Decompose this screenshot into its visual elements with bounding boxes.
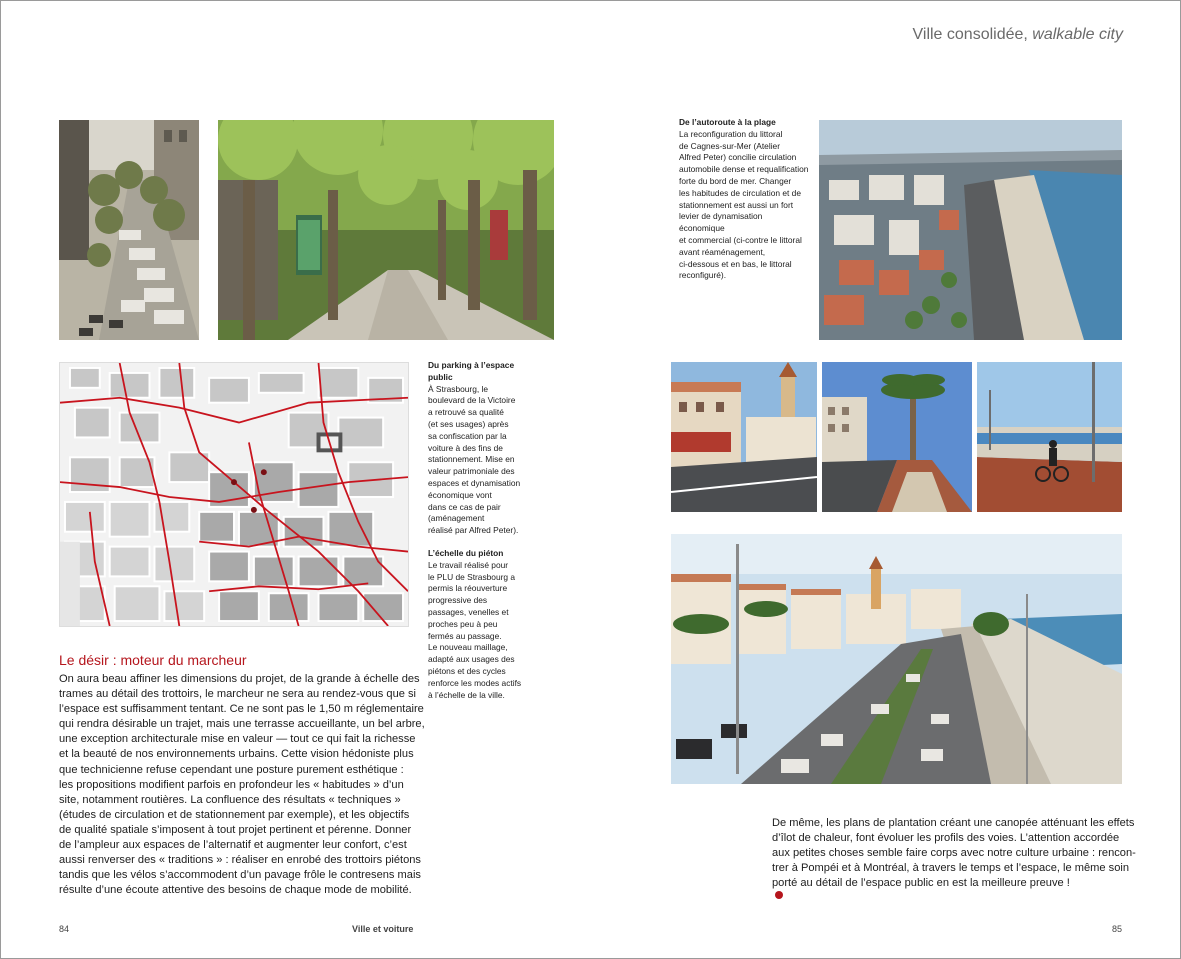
photo-promenade-cyclist — [977, 362, 1122, 512]
strasbourg-pedestrian-map — [59, 362, 409, 627]
caption-plage-line: ci-dessous et en bas, le littoral — [679, 258, 792, 269]
body-line: trames au détail des trottoirs, le marcheur ne sera au rendez-vous que si — [59, 688, 417, 701]
caption-pieton — [428, 548, 523, 701]
caption-parking-line: économique vont — [428, 489, 492, 500]
body-line: l’espace est suffisamment tentant. Ce ne sont pas le 1,50 m réglementaire — [59, 703, 424, 716]
running-title-italic: walkable city — [1032, 26, 1123, 43]
body-line: aux petites choses semble faire corps avec notre culture urbaine : rencon- — [772, 847, 1136, 860]
caption-parking-line: sa confiscation par la — [428, 430, 507, 441]
caption-pieton-title: L’échelle du piéton — [428, 548, 504, 558]
running-header — [913, 26, 1124, 44]
caption-pieton-line: fermés au passage. — [428, 630, 502, 641]
caption-parking-line: dans ce cas de pair — [428, 501, 501, 512]
caption-plage-line: stationnement est aussi un fort — [679, 199, 794, 210]
caption-pieton-line: progressive des — [428, 595, 488, 606]
caption-parking-line: espaces et dynamisation — [428, 477, 521, 488]
caption-pieton-line: Le travail réalisé pour — [428, 559, 509, 570]
photo-tree-lined-boulevard — [218, 120, 554, 340]
caption-parking-line: stationnement. Mise en — [428, 454, 515, 465]
caption-parking-title-2: public — [428, 371, 453, 382]
section-title: Le désir : moteur du marcheur — [59, 652, 247, 668]
caption-parking-line: a retrouvé sa qualité — [428, 407, 504, 418]
body-line: porté au détail de l’espace public en est la meilleure preuve ! — [772, 877, 1070, 890]
end-mark-icon — [775, 891, 783, 899]
caption-pieton-line: passages, venelles et — [428, 606, 509, 617]
caption-parking-line: boulevard de la Victoire — [428, 395, 516, 406]
caption-plage-line: de Cagnes-sur-Mer (Atelier — [679, 140, 780, 151]
caption-pieton-line: à l’échelle de la ville. — [428, 689, 505, 700]
caption-parking-line: À Strasbourg, le — [428, 383, 489, 394]
caption-pieton-line: piétons et des cycles — [428, 665, 506, 676]
photo-aerial-coastline — [819, 120, 1122, 340]
caption-parking-line: valeur patrimoniale des — [428, 466, 515, 477]
body-line: une exception architecturale mise en valeur — tout ce qui fait la richesse — [59, 733, 416, 746]
body-line: résulte d’une écoute attentive des besoins de chaque mode de mobilité. — [59, 884, 412, 897]
body-line: et la beauté de nos environnements urbains. Cette vision hédoniste plus — [59, 748, 414, 761]
body-line: On aura beau affiner les dimensions du projet, de la grande à échelle des — [59, 673, 420, 685]
body-line: de l’ampleur aux espaces de l’alternatif et augmenter leur confort, c’est — [59, 839, 407, 852]
photo-seafront-street-tower — [671, 362, 817, 512]
caption-parking-line: (et ses usages) après — [428, 418, 509, 429]
caption-plage-line: reconfiguré). — [679, 270, 727, 281]
caption-plage-line: et commercial (ci-contre le littoral — [679, 234, 802, 245]
right-body — [772, 816, 1136, 899]
caption-parking — [428, 360, 523, 537]
page-number-right: 85 — [1111, 924, 1122, 934]
caption-plage-line: Alfred Peter) concilie circulation — [679, 152, 797, 163]
chapter-name: Ville et voiture — [352, 924, 414, 934]
body-line: les propositions modifient parfois en profondeur les « habitudes » d’un — [59, 778, 404, 791]
body-line: trer à Pompéi et à Montréal, à travers le temps et l’espace, le même soin — [772, 862, 1130, 875]
body-line: qui rendra désirable un trajet, mais une terrasse accueillante, un bel arbre, — [59, 718, 425, 731]
caption-plage-title: De l’autoroute à la plage — [679, 117, 776, 127]
caption-plage-line: avant réaménagement, — [679, 246, 766, 257]
caption-plage-line: La reconfiguration du littoral — [679, 128, 783, 139]
page-number-left: 84 — [59, 924, 70, 934]
body-line-last — [772, 876, 1124, 899]
caption-plage-line: levier de dynamisation économique — [679, 211, 763, 234]
caption-plage — [679, 117, 809, 282]
caption-plage-line: forte du bord de mer. Changer — [679, 175, 792, 186]
caption-parking-line: voiture à des fins de — [428, 442, 503, 453]
caption-parking-line: réalisé par Alfred Peter). — [428, 525, 519, 536]
caption-plage-line: automobile dense et requalification — [679, 164, 809, 175]
caption-pieton-line: le PLU de Strasbourg a — [428, 571, 516, 582]
running-title: Ville consolidée, — [912, 26, 1028, 43]
section-body — [59, 672, 425, 898]
body-line: (études de circulation et de stationnement par exemple), et les objectifs — [59, 808, 410, 821]
body-line: aussi renverser des « traditions » : réaliser en enrobé des trottoirs piétons — [59, 854, 421, 867]
body-line: De même, les plans de plantation créant une canopée atténuant les effets — [772, 817, 1135, 829]
caption-plage-line: les habitudes de circulation et de — [679, 187, 801, 198]
photo-palm-boulevard — [822, 362, 972, 512]
body-line: que technicienne refuse cependant une posture purement esthétique : — [59, 763, 404, 776]
caption-pieton-line: renforce les modes actifs — [428, 677, 522, 688]
caption-parking-title: Du parking à l’espace — [428, 360, 515, 370]
caption-pieton-line: proches peu à peu — [428, 618, 498, 629]
caption-pieton-line: adapté aux usages des — [428, 654, 515, 665]
body-line: site, notamment routières. La confluence des résultats « techniques » — [59, 793, 401, 806]
body-line: d’îlot de chaleur, font évoluer les profils des voies. L’attention accordée — [772, 832, 1120, 845]
photo-parked-boulevard — [59, 120, 199, 340]
caption-pieton-line: Le nouveau maillage, — [428, 642, 508, 653]
photo-reconfigured-littoral — [671, 534, 1122, 784]
caption-parking-line: (aménagement — [428, 513, 485, 524]
caption-pieton-line: permis la réouverture — [428, 583, 508, 594]
body-line: de qualité spatiale s’imposent à tout projet pertinent et pérenne. Donner — [59, 823, 412, 836]
body-line: tandis que les vélos s’accommodent d’un pavage frôle le contresens mais — [59, 869, 421, 882]
